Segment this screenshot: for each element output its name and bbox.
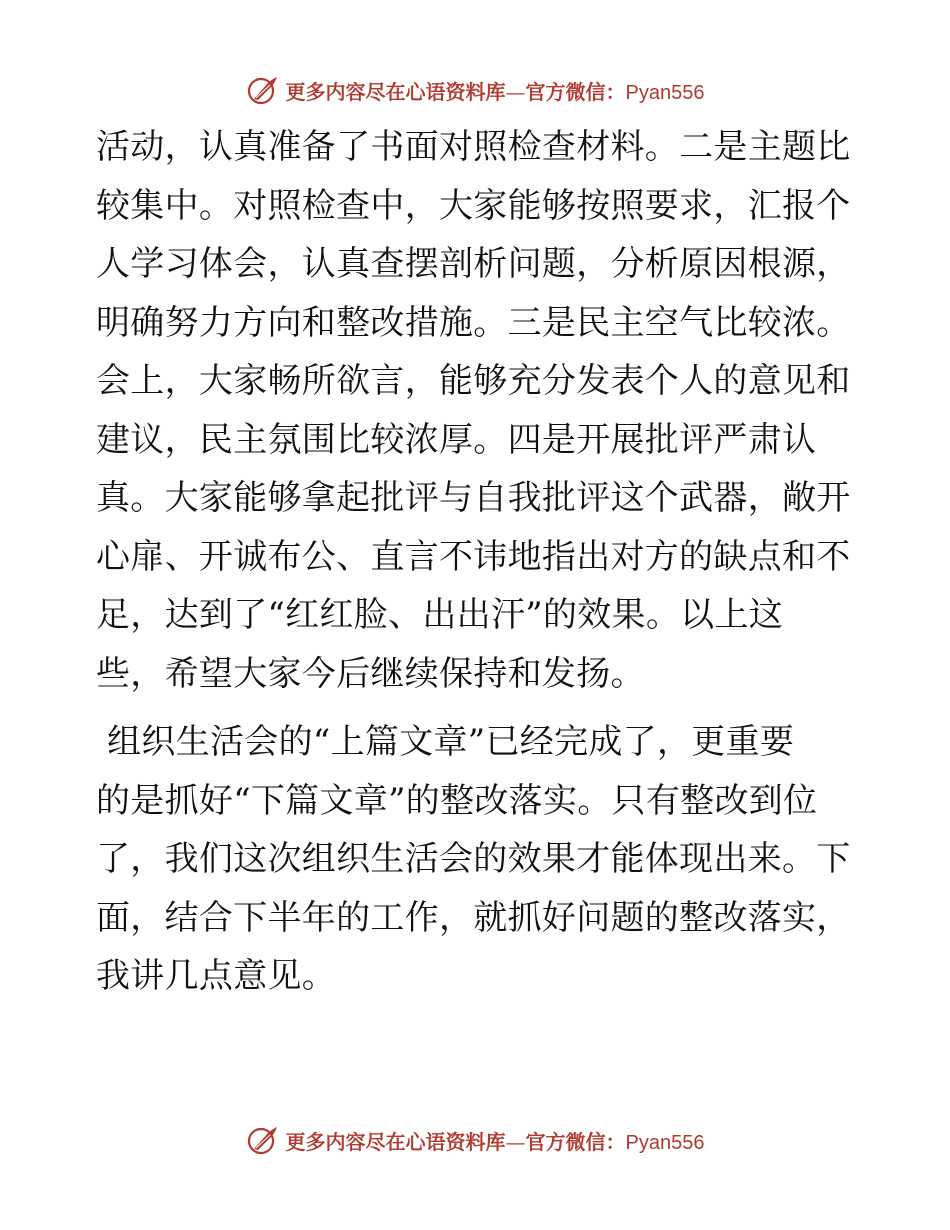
footer-separator: —	[505, 1129, 526, 1154]
paragraph-line: 真。大家能够拿起批评与自我批评这个武器，敞开	[96, 478, 851, 518]
paragraph-line: 心扉、开诚布公、直言不讳地指出对方的缺点和不	[96, 536, 851, 577]
header-wechat-id: Pyan556	[625, 81, 705, 104]
paragraph-line: 些，希望大家今后继续保持和发扬。	[96, 653, 645, 694]
document-body	[96, 118, 856, 1006]
paragraph-line: 活动，认真准备了书面对照检查材料。二是主题比	[96, 127, 851, 167]
footer-site-name: 更多内容尽在心语资料库	[285, 1129, 506, 1154]
footer-wechat-id: Pyan556	[625, 1131, 705, 1154]
paragraph-line: 会上，大家畅所欲言，能够充分发表个人的意见和	[96, 361, 851, 401]
paragraph-line: 明确努力方向和整改措施。三是民主空气比较浓。	[96, 302, 851, 343]
paragraph-line: 面，结合下半年的工作，就抓好问题的整改落实，	[96, 897, 851, 938]
header-site-name: 更多内容尽在心语资料库	[285, 79, 506, 104]
footer-banner-text	[286, 1126, 705, 1155]
paragraph-line: 较集中。对照检查中，大家能够按照要求，汇报个	[96, 185, 851, 226]
paragraph-2	[96, 713, 856, 1006]
header-banner	[0, 70, 950, 110]
feather-pen-logo-icon	[246, 73, 280, 107]
paragraph-line: 我讲几点意见。	[96, 956, 337, 996]
footer-banner	[0, 1120, 950, 1160]
paragraph-1	[96, 118, 856, 703]
paragraph-line: 组织生活会的“上篇文章”已经完成了，更重要	[96, 722, 795, 762]
header-banner-text	[286, 76, 705, 105]
paragraph-line: 足，达到了“红红脸、出出汗”的效果。以上这	[96, 595, 784, 635]
footer-wechat-label: 官方微信：	[525, 1129, 626, 1154]
paragraph-line: 建议，民主氛围比较浓厚。四是开展批评严肃认	[96, 419, 817, 460]
header-separator: —	[505, 79, 526, 104]
paragraph-line: 的是抓好“下篇文章”的整改落实。只有整改到位	[96, 780, 818, 821]
header-wechat-label: 官方微信：	[525, 79, 626, 104]
paragraph-line: 了，我们这次组织生活会的效果才能体现出来。下	[96, 839, 851, 879]
paragraph-line: 人学习体会，认真查摆剖析问题，分析原因根源，	[96, 244, 851, 284]
feather-pen-logo-icon	[246, 1123, 280, 1157]
